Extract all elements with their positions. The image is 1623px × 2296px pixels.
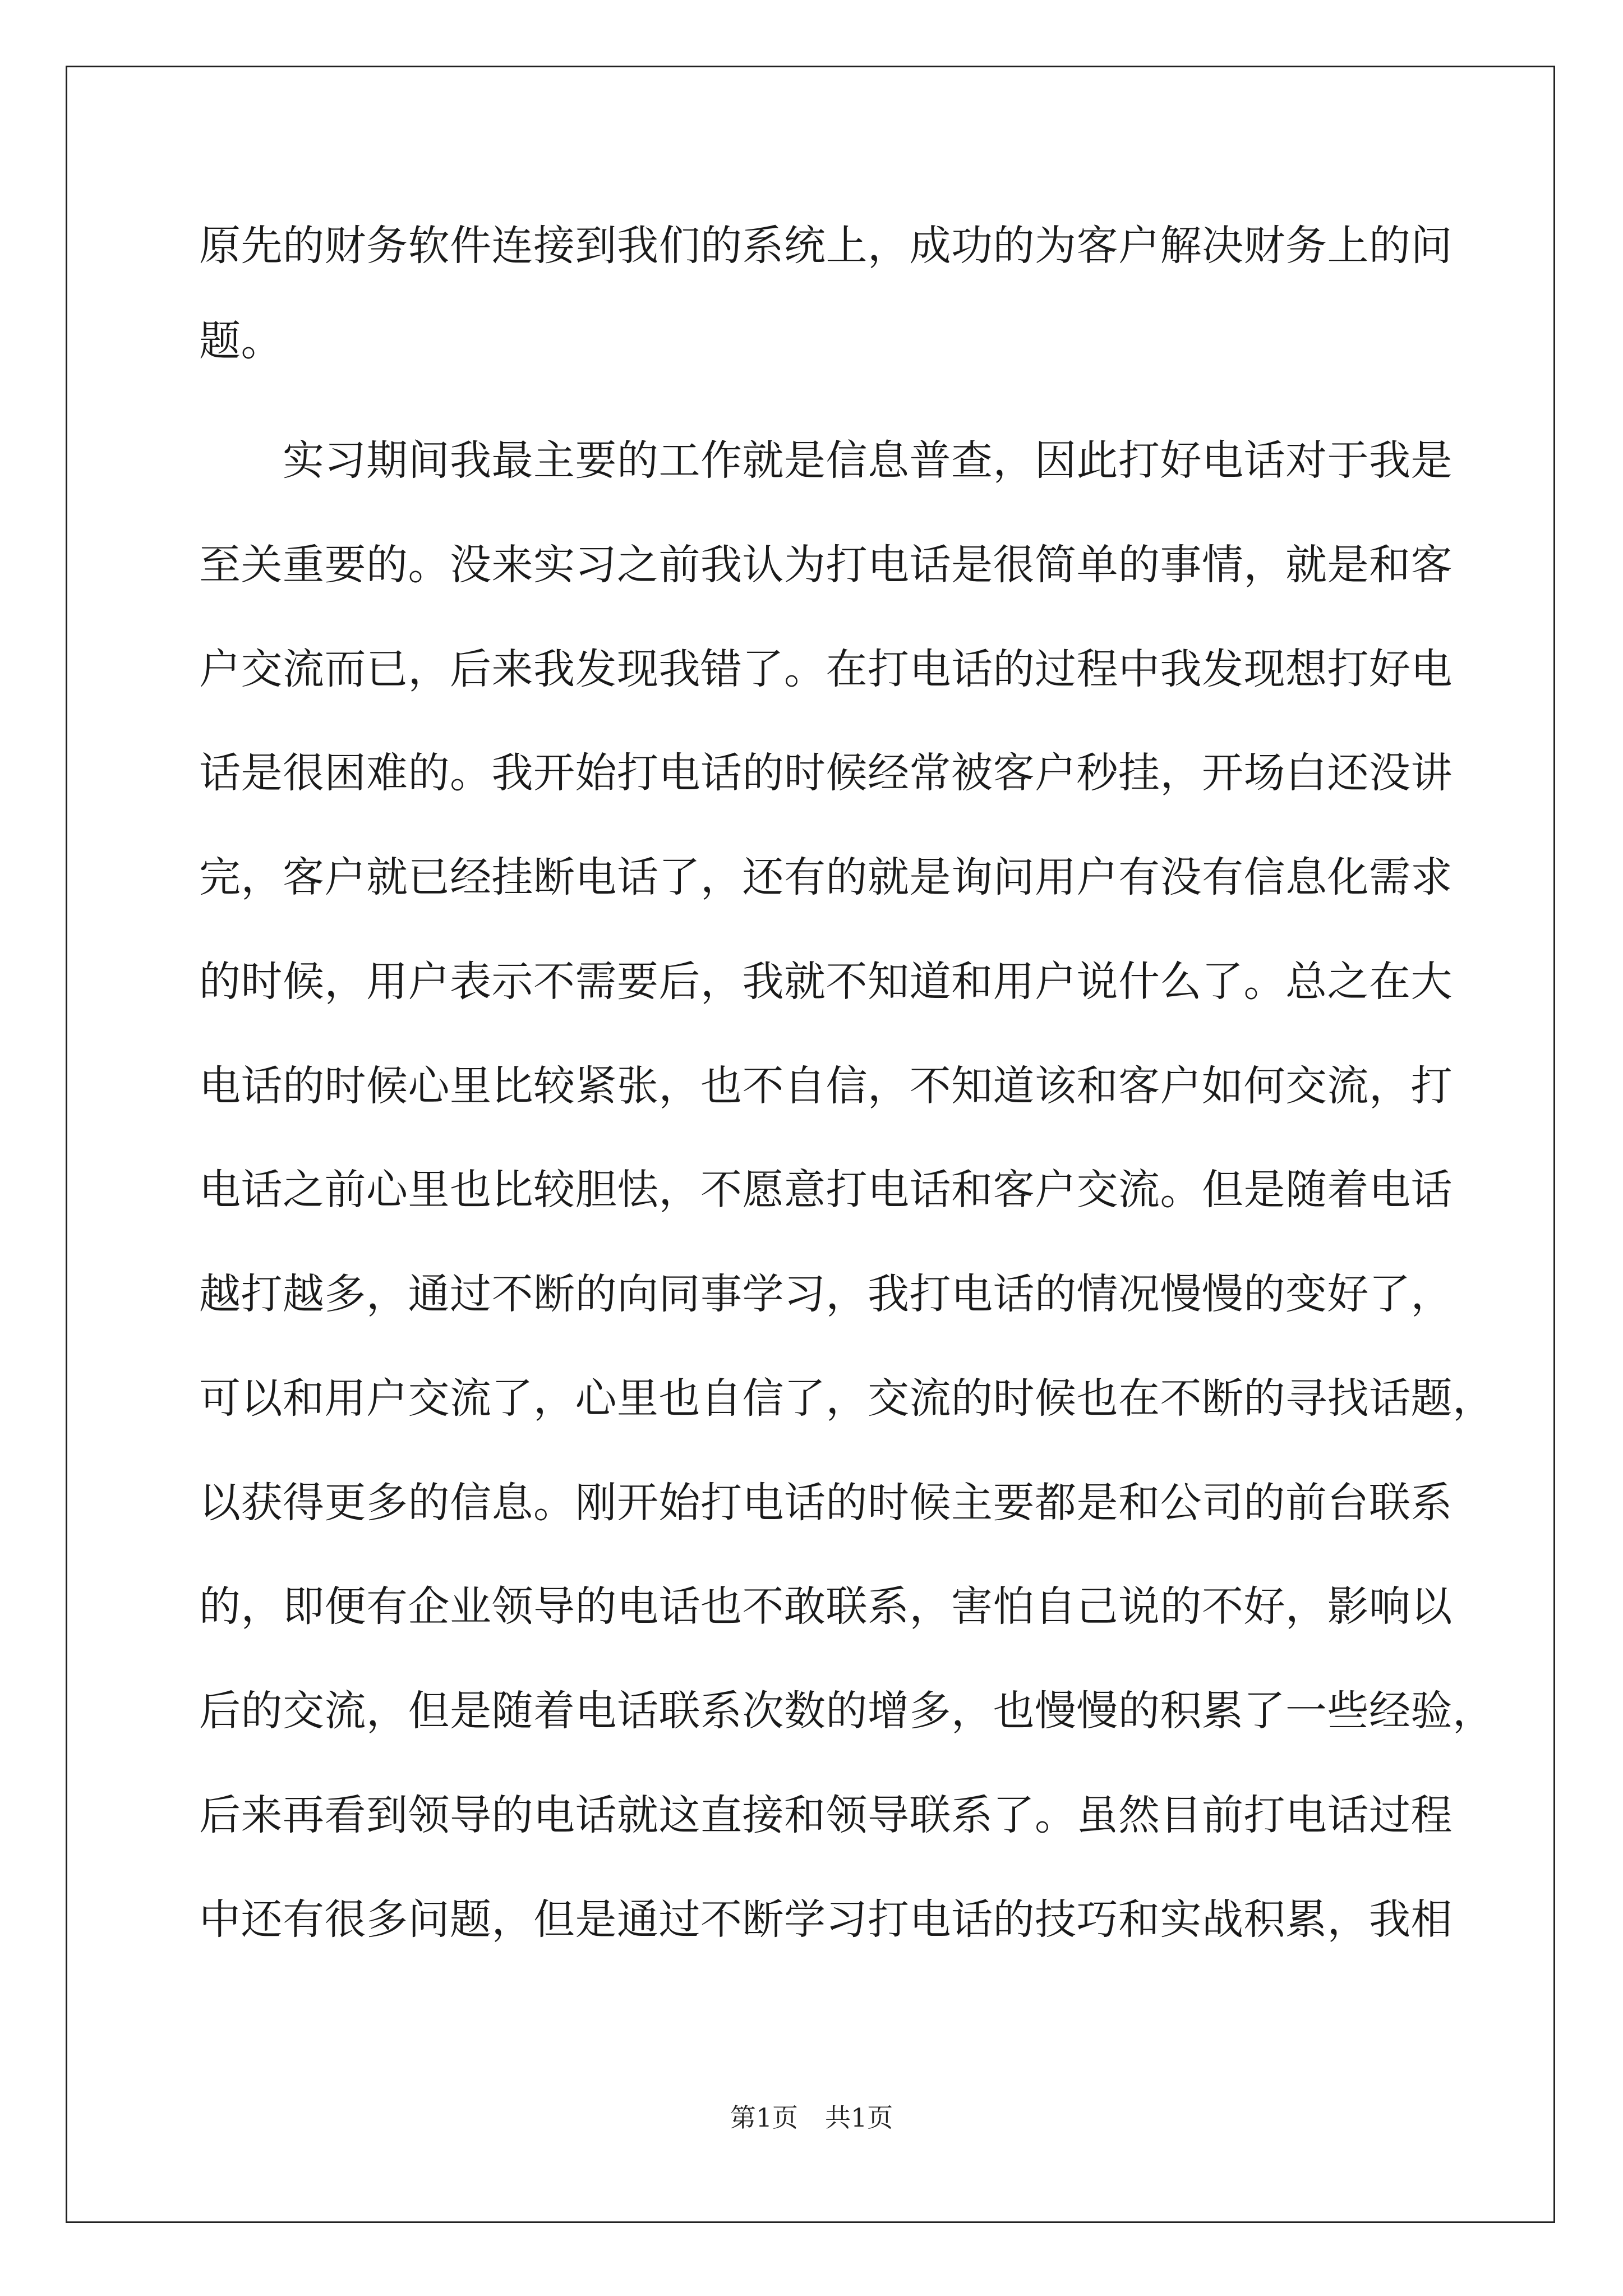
- page-number: 第1页: [730, 2102, 798, 2133]
- text-line: 户交流而已，后来我发现我错了。在打电话的过程中我发现想打好电: [199, 645, 1453, 693]
- text-line: 话是很困难的。我开始打电话的时候经常被客户秒挂，开场白还没讲: [199, 749, 1453, 797]
- text-line: 电话之前心里也比较胆怯，不愿意打电话和客户交流。但是随着电话: [199, 1166, 1453, 1214]
- text-line: 以获得更多的信息。刚开始打电话的时候主要都是和公司的前台联系: [199, 1479, 1453, 1527]
- text-line: 原先的财务软件连接到我们的系统上，成功的为客户解决财务上的问: [199, 222, 1453, 270]
- text-line: 完，客户就已经挂断电话了，还有的就是询问用户有没有信息化需求: [199, 853, 1453, 901]
- text-line: 后的交流，但是随着电话联系次数的增多，也慢慢的积累了一些经验，: [199, 1687, 1495, 1735]
- text-line: 的，即便有企业领导的电话也不敢联系，害怕自己说的不好，影响以: [199, 1582, 1453, 1631]
- text-line: 实习期间我最主要的工作就是信息普查，因此打好电话对于我是: [199, 436, 1453, 485]
- text-line: 的时候，用户表示不需要后，我就不知道和用户说什么了。总之在大: [199, 958, 1453, 1006]
- text-line: 后来再看到领导的电话就这直接和领导联系了。虽然目前打电话过程: [199, 1791, 1453, 1839]
- text-line: 越打越多，通过不断的向同事学习，我打电话的情况慢慢的变好了，: [199, 1270, 1453, 1318]
- text-line: 电话的时候心里比较紧张，也不自信，不知道该和客户如何交流，打: [199, 1062, 1453, 1110]
- text-line: 题。: [199, 317, 283, 365]
- text-line: 中还有很多问题，但是通过不断学习打电话的技巧和实战积累，我相: [199, 1895, 1453, 1944]
- page-footer: [0, 2101, 1623, 2134]
- page-total: 共1页: [825, 2102, 893, 2133]
- text-line: 至关重要的。没来实习之前我认为打电话是很简单的事情，就是和客: [199, 541, 1453, 589]
- text-line: 可以和用户交流了，心里也自信了，交流的时候也在不断的寻找话题，: [199, 1374, 1495, 1423]
